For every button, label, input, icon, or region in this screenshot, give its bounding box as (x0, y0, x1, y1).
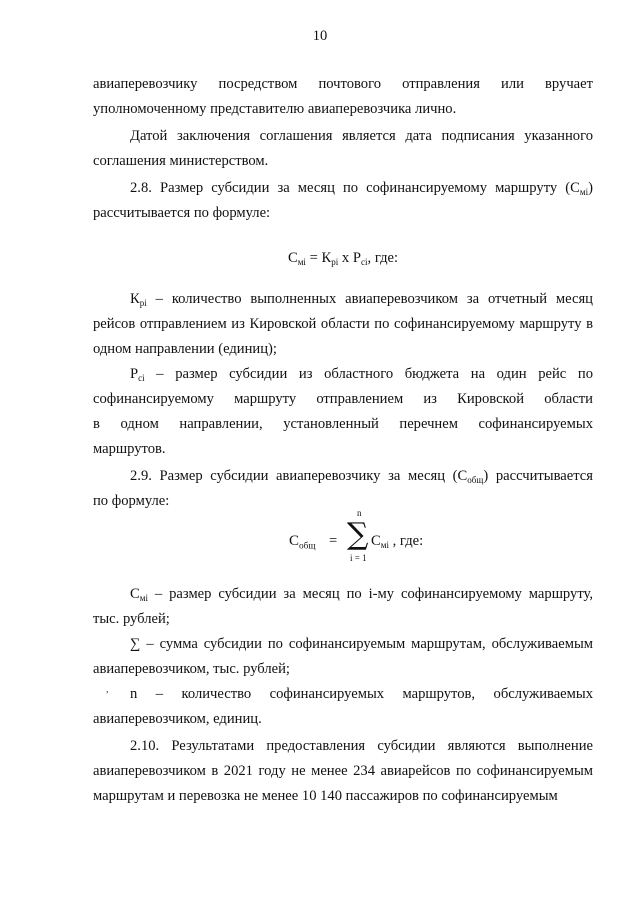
paragraph-2-9-text: 2.9. Размер субсидии авиаперевозчику за месяц (С (130, 468, 468, 484)
definition-cmi-sub: мi (139, 593, 148, 604)
paragraph-2-9 (93, 464, 593, 489)
formula-total-lhs-c: С (289, 533, 300, 549)
formula-total-equals: = (329, 533, 338, 549)
definition-pci-line3: в одном направлении, установленный перечнем софинансируемых (93, 416, 593, 432)
formula-cmi-c: С (287, 250, 298, 266)
definition-pci-sub: сi (138, 373, 145, 384)
paragraph-2-8-line2: рассчитывается по формуле: (93, 205, 271, 221)
formula-cmi (93, 246, 593, 271)
definition-cmi-symbol: С (130, 586, 140, 602)
formula-total (93, 508, 593, 570)
formula-cmi-k-sub: рi (331, 257, 339, 268)
definition-n-line2: авиаперевозчиком, единиц. (93, 711, 262, 727)
paragraph-2-9-tail: ) рассчитывается (483, 468, 593, 484)
formula-total-upper-limit: n (357, 508, 362, 518)
formula-cmi-x: х Р (338, 250, 361, 266)
paragraph-2-8-sub: мi (579, 187, 589, 198)
formula-total-rhs-c: С (371, 533, 381, 549)
definition-pci-line4: маршрутов. (93, 441, 166, 457)
definition-pci-symbol: Р (130, 366, 139, 382)
paragraph-2-8: 2.8. Размер субсидии за месяц по софинансируемому маршруту $(С_{мi})$ рассчитывается по формуле: (93, 180, 593, 221)
formula-total-lhs-sub: общ (299, 541, 316, 552)
formula-total-tail: , где: (388, 533, 424, 549)
paragraph-2-10: 2.10. Результатами предоставления субсидии являются выполнение авиаперевозчиком в 2021 году не менее 234 авиарейсов по софинансируемым маршрутам и перевозка не менее 10 140 пассажиров по софинансируемым (93, 738, 593, 804)
definition-kpi-sub: рi (139, 298, 147, 309)
definition-cmi-text: – размер субсидии за месяц по i-му софинансируемому маршруту, тыс. рублей; (93, 586, 593, 627)
scan-dot: , (106, 684, 109, 695)
formula-total-rhs-sub: мi (380, 540, 389, 551)
formula-cmi-c-sub: мi (297, 257, 306, 268)
definition-pci-text1: – размер субсидии из областного бюджета на один рейс по (144, 366, 593, 382)
paragraph-2-8-text: 2.8. Размер субсидии за месяц по софинансируемому маршруту (С (130, 180, 580, 196)
sigma-icon: ∑ (347, 517, 369, 552)
paragraph-continuation-line1: авиаперевозчику посредством почтового отправления или вручает (93, 76, 593, 92)
definition-kpi-symbol: К (130, 291, 140, 307)
paragraph-continuation-line2: уполномоченному представителю авиаперевозчика лично. (93, 101, 457, 117)
definition-sum: ∑ – сумма субсидии по софинансируемым маршрутам, обслуживаемым авиаперевозчиком, тыс. рублей; (93, 636, 593, 677)
definition-cmi (93, 582, 593, 632)
body-text (93, 72, 593, 809)
formula-total-lhs (289, 529, 316, 554)
formula-cmi-tail: , где: (367, 250, 399, 266)
paragraph-2-9-line2: по формуле: (93, 493, 170, 509)
formula-cmi-p-sub: сi (360, 257, 368, 268)
paragraph-agreement-date: Датой заключения соглашения является дата подписания указанного соглашения министерством. (93, 128, 593, 169)
paragraph-2-9-sub: общ (467, 475, 484, 486)
formula-total-rhs (371, 529, 423, 554)
definition-pci-line1 (93, 362, 593, 387)
definition-n-line1: n – количество софинансируемых маршрутов, обслуживаемых (130, 686, 593, 702)
formula-total-lower-limit: i = 1 (350, 553, 367, 563)
page-number: 10 (312, 28, 328, 44)
definition-pci-line2: софинансируемому маршруту отправлением из Кировской области (93, 391, 593, 407)
definition-kpi (93, 287, 593, 362)
formula-cmi-eq: = К (305, 250, 332, 266)
definition-kpi-text: – количество выполненных авиаперевозчиком за отчетный месяц рейсов отправлением из Кировской области по софинансируемому маршруту в одном направлении (единиц); (93, 291, 593, 357)
